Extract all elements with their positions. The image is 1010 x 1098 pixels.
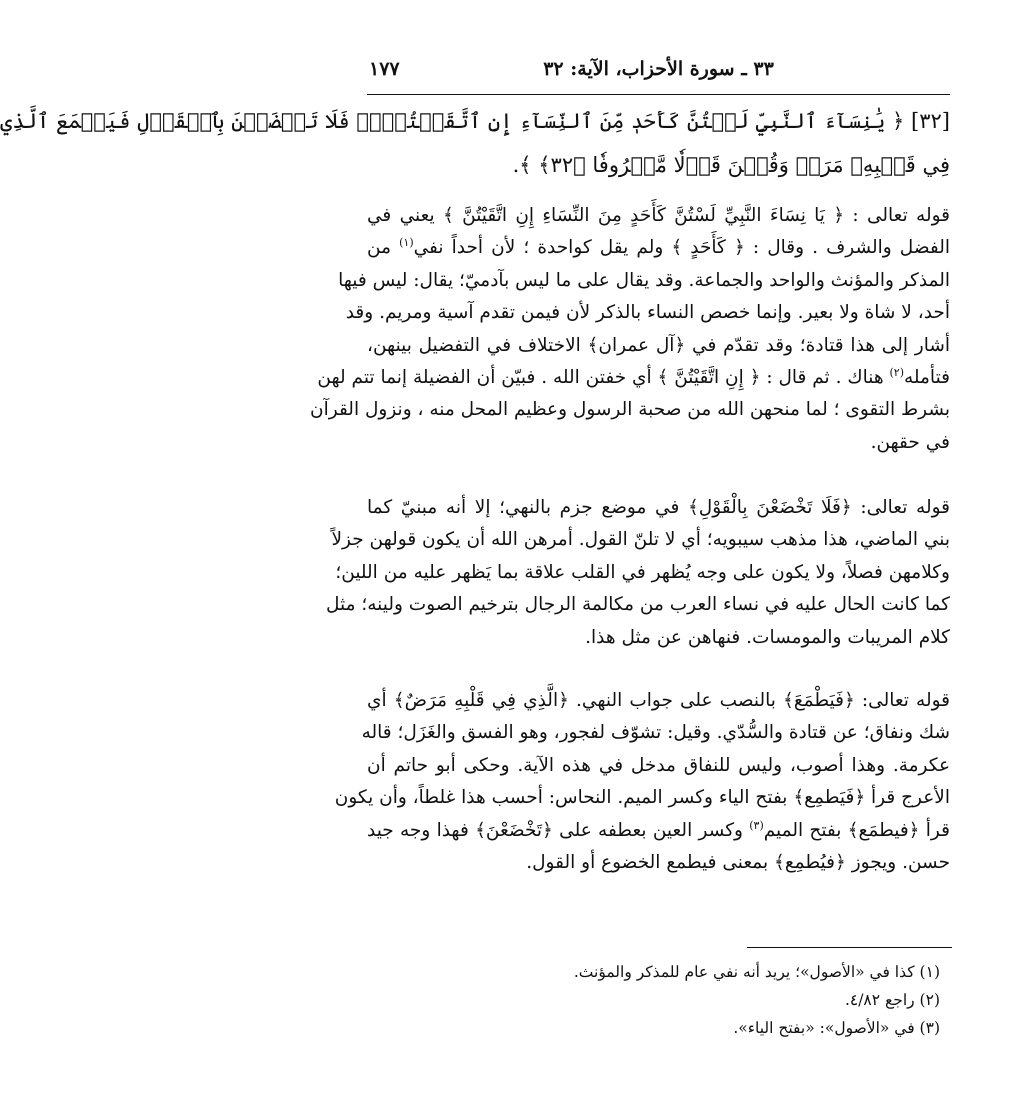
text-line (317, 362, 950, 394)
text-span: وكسر العين بعطفه على ﴿تَخْضَعْنَ﴾ فهذا وجه جيد (367, 819, 750, 841)
text-line: المذكر والمؤنث والواحد والجماعة. وقد يقال على ما ليس بآدميّ؛ يقال: ليس فيها (338, 269, 950, 291)
verse-line-1: [٣٢] ﴿ يَٰنِسَآءَ ٱلنَّبِيِّ لَسۡتُنَّ كَأَحَدٖ مِّنَ ٱلنِّسَآءِ إِنِ ٱتَّقَيۡتُنَّۚ فَلَا تَخۡضَعۡنَ بِٱلۡقَوۡلِ فَيَطۡمَعَ ٱلَّذِي (0, 109, 950, 133)
footnote-divider (747, 947, 952, 948)
text-line: كلام المريبات والمومسات. فنهاهن عن مثل هذا. (585, 626, 950, 648)
text-line: شك ونفاق؛ عن قتادة والسُّدّي. وقيل: تشوّف لفجور، وهو الفسق والغَزَل؛ قاله (361, 722, 950, 744)
footnote-2: (٢) راجع ٤/٨٢. (844, 991, 940, 1009)
text-line: كما كانت الحال عليه في نساء العرب من مكالمة الرجال بترخيم الصوت ولينه؛ مثل (326, 594, 950, 616)
footnotes (367, 958, 940, 1042)
verse-line-2: فِي قَلۡبِهِۦ مَرَضٞ وَقُلۡنَ قَوۡلٗا مَّعۡرُوفٗا ﴿٣٢﴾ ﴾. (512, 153, 950, 177)
text-line: بشرط التقوى ؛ لما منحهن الله من صحبة الرسول وعظيم المحل منه ، ونزول القرآن (310, 399, 950, 421)
footnote-3: (٣) في «الأصول»: «بفتح الياء». (733, 1019, 940, 1037)
text-span: من (367, 237, 400, 259)
text-line: أشار إلى هذا قتادة؛ وقد تقدّم في ﴿آل عمران﴾ الاختلاف في التفضيل بينهن، (367, 334, 950, 356)
text-line: وكلامهن فصلاً، ولا يكون على وجه يُظهر في القلب علاقة بما يَظهر عليه من اللين؛ (335, 561, 950, 583)
text-line: أحد، لا شاة ولا بعير. وإنما خصص النساء بالذكر لأن فيمن تقدم آسية ومريم. وقد (345, 302, 950, 324)
page-header (369, 58, 948, 90)
commentary-paragraph-1 (310, 200, 950, 459)
text-line: قوله تعالى: ﴿فَيَطْمَعَ﴾ بالنصب على جواب النهي. ﴿الَّذِي فِي قَلْبِهِ مَرَضٌ﴾ أي (367, 690, 950, 711)
commentary-paragraph-3 (334, 685, 950, 879)
text-line: بني الماضي، هذا مذهب سيبويه؛ أي لا تلنّ القول. أمرهن الله أن يكون قولهن جزلاً (331, 529, 950, 551)
quran-verse-block (0, 94, 950, 187)
text-line: الأعرج قرأ ﴿فَيَطمِع﴾ بفتح الياء وكسر الميم. النحاس: أحسب هذا غلطاً، وأن يكون (334, 787, 950, 809)
text-line (367, 232, 950, 264)
running-title: ٣٣ ـ سورة الأحزاب، الآية: ٣٢ (543, 58, 774, 80)
text-line: قوله تعالى: ﴿فَلَا تَخْضَعْنَ بِالْقَوْلِ﴾ في موضع جزم بالنهي؛ إلا أنه مبنيّ كما (367, 497, 950, 518)
commentary-paragraph-2 (326, 492, 950, 654)
footnote-ref: (١) (399, 236, 414, 250)
text-span: هناك . ثم قال : ﴿ إِنِ اتَّقَيْتُنَّ ﴾ أي خفتن الله . فبيّن أن الفضيلة إنما تتم لهن (317, 367, 890, 389)
text-span: الفضل والشرف . وقال : ﴿ كَأَحَدٍ ﴾ ولم يقل كواحدة ؛ لأن أحداً نفي (413, 237, 950, 259)
footnote-ref: (٣) (749, 818, 764, 832)
text-line: عكرمة. وهذا أصوب، وليس للنفاق مدخل في هذه الآية. وحكى أبو حاتم أن (367, 754, 950, 776)
footnote-ref: (٢) (889, 365, 904, 379)
text-span: قرأ ﴿فيطمَع﴾ بفتح الميم (763, 819, 950, 841)
text-line: حسن. ويجوز ﴿فيُطمِع﴾ بمعنى فيطمع الخضوع أو القول. (526, 852, 950, 874)
text-line: قوله تعالى : ﴿ يَا نِسَاءَ النَّبِيِّ لَسْتُنَّ كَأَحَدٍ مِنَ النِّسَاءِ إِنِ اتَّقَيْتُنَّ ﴾ يعني في (367, 205, 950, 226)
text-line: في حقهن. (870, 431, 950, 453)
page-number: ١٧٧ (369, 58, 400, 80)
footnote-1: (١) كذا في «الأصول»؛ يريد أنه نفي عام للمذكر والمؤنث. (573, 963, 940, 981)
text-line (367, 815, 950, 847)
text-span: فتأمله (903, 367, 950, 389)
